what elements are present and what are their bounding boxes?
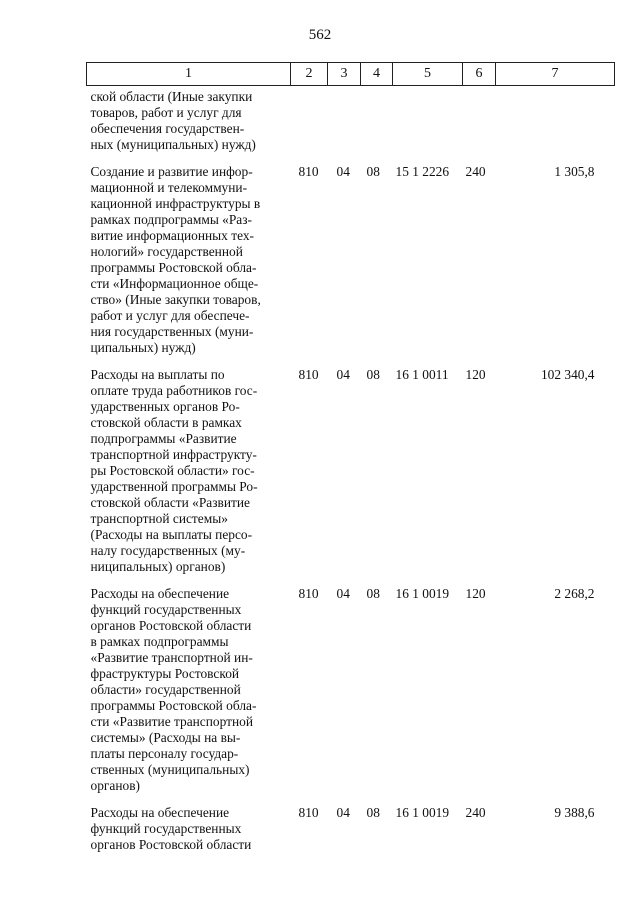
description-line: функций государственных <box>90 821 242 836</box>
cell-subsection: 08 <box>366 164 380 179</box>
row-description <box>87 367 291 586</box>
cell-target-article: 16 1 0019 <box>395 586 450 601</box>
table-row <box>87 164 615 367</box>
cell-amount: 2 268,2 <box>554 586 595 601</box>
row-description <box>87 805 291 864</box>
cell-expense-type: 240 <box>465 805 486 820</box>
cell-subsection: 08 <box>366 805 380 820</box>
description-line: сти «Информационное обще- <box>90 276 259 291</box>
description-line: органов) <box>90 778 140 793</box>
table-row <box>87 367 615 586</box>
cell-amount: 102 340,4 <box>540 367 595 382</box>
description-line: Расходы на обеспечение <box>90 586 230 601</box>
description-line: ных (муниципальных) нужд) <box>90 137 256 152</box>
header-col-2: 2 <box>291 63 328 86</box>
description-line: программы Ростовской обла- <box>90 260 257 275</box>
description-line: подпрограммы «Развитие <box>90 431 237 446</box>
description-line: транспортной инфраструкту- <box>90 447 257 462</box>
description-line: Расходы на обеспечение <box>90 805 230 820</box>
description-line: области» государственной <box>90 682 241 697</box>
cell-ministry-code: 810 <box>298 164 319 179</box>
description-line: ры Ростовской области» гос- <box>90 463 255 478</box>
budget-table <box>86 62 615 864</box>
description-line: витие информационных тех- <box>90 228 254 243</box>
header-col-1: 1 <box>87 63 291 86</box>
description-line: нологий» государственной <box>90 244 243 259</box>
cell-target-article: 15 1 2226 <box>395 164 450 179</box>
description-line: органов Ростовской области <box>90 837 252 852</box>
cell-target-article: 16 1 0019 <box>395 805 450 820</box>
description-line: Создание и развитие инфор- <box>90 164 253 179</box>
header-col-7: 7 <box>496 63 615 86</box>
description-line: сти «Развитие транспортной <box>90 714 254 729</box>
description-line: работ и услуг для обеспече- <box>90 308 250 323</box>
cell-subsection: 08 <box>366 367 380 382</box>
header-col-4: 4 <box>361 63 393 86</box>
cell-expense-type: 240 <box>465 164 486 179</box>
cell-expense-type: 120 <box>465 367 486 382</box>
description-line: «Развитие транспортной ин- <box>90 650 253 665</box>
cell-section: 04 <box>336 586 350 601</box>
description-line: органов Ростовской области <box>90 618 252 633</box>
description-line: ударственной программы Ро- <box>90 479 258 494</box>
description-line: товаров, работ и услуг для <box>90 105 242 120</box>
row-description <box>87 86 291 165</box>
header-col-5: 5 <box>393 63 463 86</box>
cell-amount: 9 388,6 <box>554 805 595 820</box>
description-line: мационной и телекоммуни- <box>90 180 248 195</box>
description-line: ственных (муниципальных) <box>90 762 250 777</box>
row-description <box>87 164 291 367</box>
description-line: обеспечения государствен- <box>90 121 245 136</box>
page-number: 562 <box>308 27 332 43</box>
cell-section: 04 <box>336 164 350 179</box>
description-line: налу государственных (му- <box>90 543 246 558</box>
description-line: ство» (Иные закупки товаров, <box>90 292 261 307</box>
cell-amount: 1 305,8 <box>554 164 595 179</box>
table-header-row <box>87 63 615 86</box>
cell-section: 04 <box>336 805 350 820</box>
cell-expense-type: 120 <box>465 586 486 601</box>
description-line: стовской области «Развитие <box>90 495 250 510</box>
description-line: системы» (Расходы на вы- <box>90 730 241 745</box>
description-line: в рамках подпрограммы <box>90 634 229 649</box>
cell-section: 04 <box>336 367 350 382</box>
cell-ministry-code: 810 <box>298 586 319 601</box>
table-row-continuation <box>87 86 615 165</box>
cell-subsection: 08 <box>366 586 380 601</box>
description-line: оплате труда работников гос- <box>90 383 258 398</box>
description-line: рамках подпрограммы «Раз- <box>90 212 253 227</box>
header-col-3: 3 <box>328 63 361 86</box>
row-description <box>87 586 291 805</box>
header-col-6: 6 <box>463 63 496 86</box>
table-row <box>87 805 615 864</box>
cell-target-article: 16 1 0011 <box>395 367 449 382</box>
description-line: (Расходы на выплаты персо- <box>90 527 253 542</box>
table-row <box>87 586 615 805</box>
description-line: кационной инфраструктуры в <box>90 196 261 211</box>
description-line: ударственных органов Ро- <box>90 399 240 414</box>
description-line: ния государственных (муни- <box>90 324 254 339</box>
description-line: транспортной системы» <box>90 511 228 526</box>
description-line: функций государственных <box>90 602 242 617</box>
cell-ministry-code: 810 <box>298 367 319 382</box>
description-line: программы Ростовской обла- <box>90 698 257 713</box>
description-line: фраструктуры Ростовской <box>90 666 240 681</box>
description-line: ципальных) нужд) <box>90 340 196 355</box>
description-line: ниципальных) органов) <box>90 559 226 574</box>
cell-ministry-code: 810 <box>298 805 319 820</box>
description-line: платы персоналу государ- <box>90 746 239 761</box>
description-line: Расходы на выплаты по <box>90 367 225 382</box>
description-line: ской области (Иные закупки <box>90 89 253 104</box>
description-line: стовской области в рамках <box>90 415 242 430</box>
